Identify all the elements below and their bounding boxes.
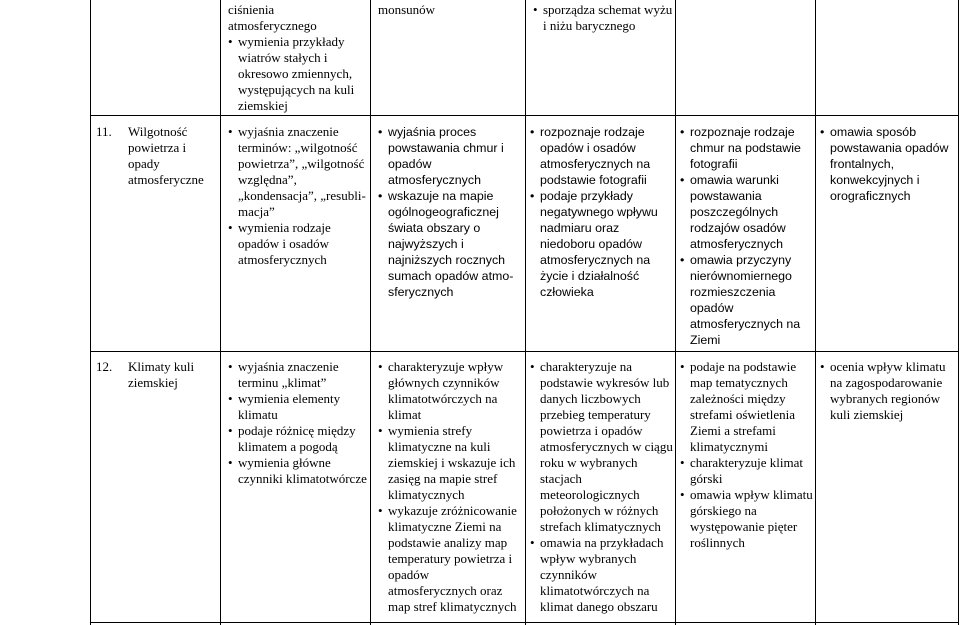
row0-col4 — [533, 2, 673, 34]
row2-topic: Klimaty kuli ziemskiej — [128, 359, 195, 390]
list-item: • charakteryzuje klimat górski — [680, 455, 813, 487]
grid-line-left — [90, 0, 91, 625]
row0-topic-line: ciśnienia — [228, 2, 275, 17]
list-item: • wskazuje na mapie ogólnogeograficznej świata obszary o najwyższych i najniższych rocznych sumach opadów atmo-sferycznych — [378, 188, 520, 300]
row2-col4 — [530, 359, 673, 615]
list-item: • wymienia elementy klimatu — [228, 391, 368, 423]
list-item: • sporządza schemat wyżu i niżu barycznego — [533, 2, 673, 34]
row2-number: 12. — [96, 359, 113, 374]
grid-line-c3 — [525, 0, 526, 625]
grid-line-row1 — [90, 115, 959, 116]
row1-topic: Wilgotność powietrza i opady atmosferyczne — [128, 124, 204, 187]
grid-line-row2 — [90, 351, 959, 352]
list-item: • charakteryzuje wpływ głównych czynników klimatotwórczych na klimat — [378, 359, 520, 423]
list-item: • rozpoznaje rodzaje chmur na podstawie fotografii — [680, 124, 813, 172]
list-item: • ocenia wpływ klimatu na zagospodarowanie wybranych regionów kuli ziemskiej — [820, 359, 956, 423]
list-item: • omawia warunki powstawania poszczególnych rodzajów osadów atmosferycznych — [680, 172, 813, 252]
grid-line-bottom — [90, 622, 959, 623]
row2-col2 — [228, 359, 368, 487]
row0-col3 — [378, 2, 523, 18]
list-item: • wymienia przykłady wiatrów stałych i okresowo zmiennych, występujących na kuli ziemskiej — [228, 34, 368, 114]
row1-col5 — [680, 124, 813, 348]
grid-line-right — [958, 0, 959, 625]
list-item: • podaje na podstawie map tematycznych zależności między strefami oświetlenia Ziemi a strefami klimatycznymi — [680, 359, 813, 455]
row0-col3-text: monsunów — [378, 2, 436, 17]
grid-line-c2 — [370, 0, 371, 625]
row1-col6 — [820, 124, 956, 204]
list-item: • omawia wpływ klimatu górskiego na występowanie pięter roślinnych — [680, 487, 813, 551]
row0-topic — [228, 2, 368, 114]
list-item: • wymienia rodzaje opadów i osadów atmosferycznych — [228, 220, 368, 268]
list-item: • wymienia główne czynniki klimatotwórcze — [228, 455, 368, 487]
list-item: • rozpoznaje rodzaje opadów i osadów atmosferycznych na podstawie fotografii — [530, 124, 673, 188]
grid-line-c1 — [220, 0, 221, 625]
row0-topic-bullets — [228, 34, 368, 114]
list-item: • wymienia strefy klimatyczne na kuli ziemskiej i wskazuje ich zasięg na mapie stref klimatycznych — [378, 423, 520, 503]
row1-col3 — [378, 124, 520, 300]
list-item: • omawia sposób powstawania opadów frontalnych, konwekcyjnych i orograficznych — [820, 124, 956, 204]
row1-col2 — [228, 124, 368, 268]
row0-topic-line: atmosferycznego — [228, 18, 317, 33]
row2-col3 — [378, 359, 520, 615]
list-item: • wyjaśnia proces powstawania chmur i opadów atmosferycznych — [378, 124, 520, 188]
row2-col5 — [680, 359, 813, 551]
list-item: • omawia na przykładach wpływ wybranych czynników klimatotwórczych na klimat danego obszaru — [530, 535, 673, 615]
grid-line-c5 — [815, 0, 816, 625]
row2-col6 — [820, 359, 956, 423]
list-item: • podaje przykłady negatywnego wpływu nadmiaru oraz niedoboru opadów atmosferycznych na życie i działalność człowieka — [530, 188, 673, 300]
grid-line-c4 — [675, 0, 676, 625]
list-item: • wyjaśnia znaczenie terminów: „wilgotność powietrza”, „wilgotność względna”, „kondensacja”, „resubli-macja” — [228, 124, 368, 220]
list-item: • podaje różnicę między klimatem a pogodą — [228, 423, 368, 455]
row1-col4 — [530, 124, 673, 300]
list-item: • charakteryzuje na podstawie wykresów lub danych liczbowych przebieg temperatury powietrza i opadów atmosferycznych w ciągu roku w wybranych stacjach meteorologicznych położonych w różnych strefach klimatycznych — [530, 359, 673, 535]
list-item: • wykazuje zróżnicowanie klimatyczne Ziemi na podstawie analizy map temperatury powietrza i opadów atmosferycznych oraz map stref klimatycznych — [378, 503, 520, 615]
list-item: • omawia przyczyny nierównomiernego rozmieszczenia opadów atmosferycznych na Ziemi — [680, 252, 813, 348]
list-item: • wyjaśnia znaczenie terminu „klimat” — [228, 359, 368, 391]
row1-number: 11. — [96, 124, 112, 139]
